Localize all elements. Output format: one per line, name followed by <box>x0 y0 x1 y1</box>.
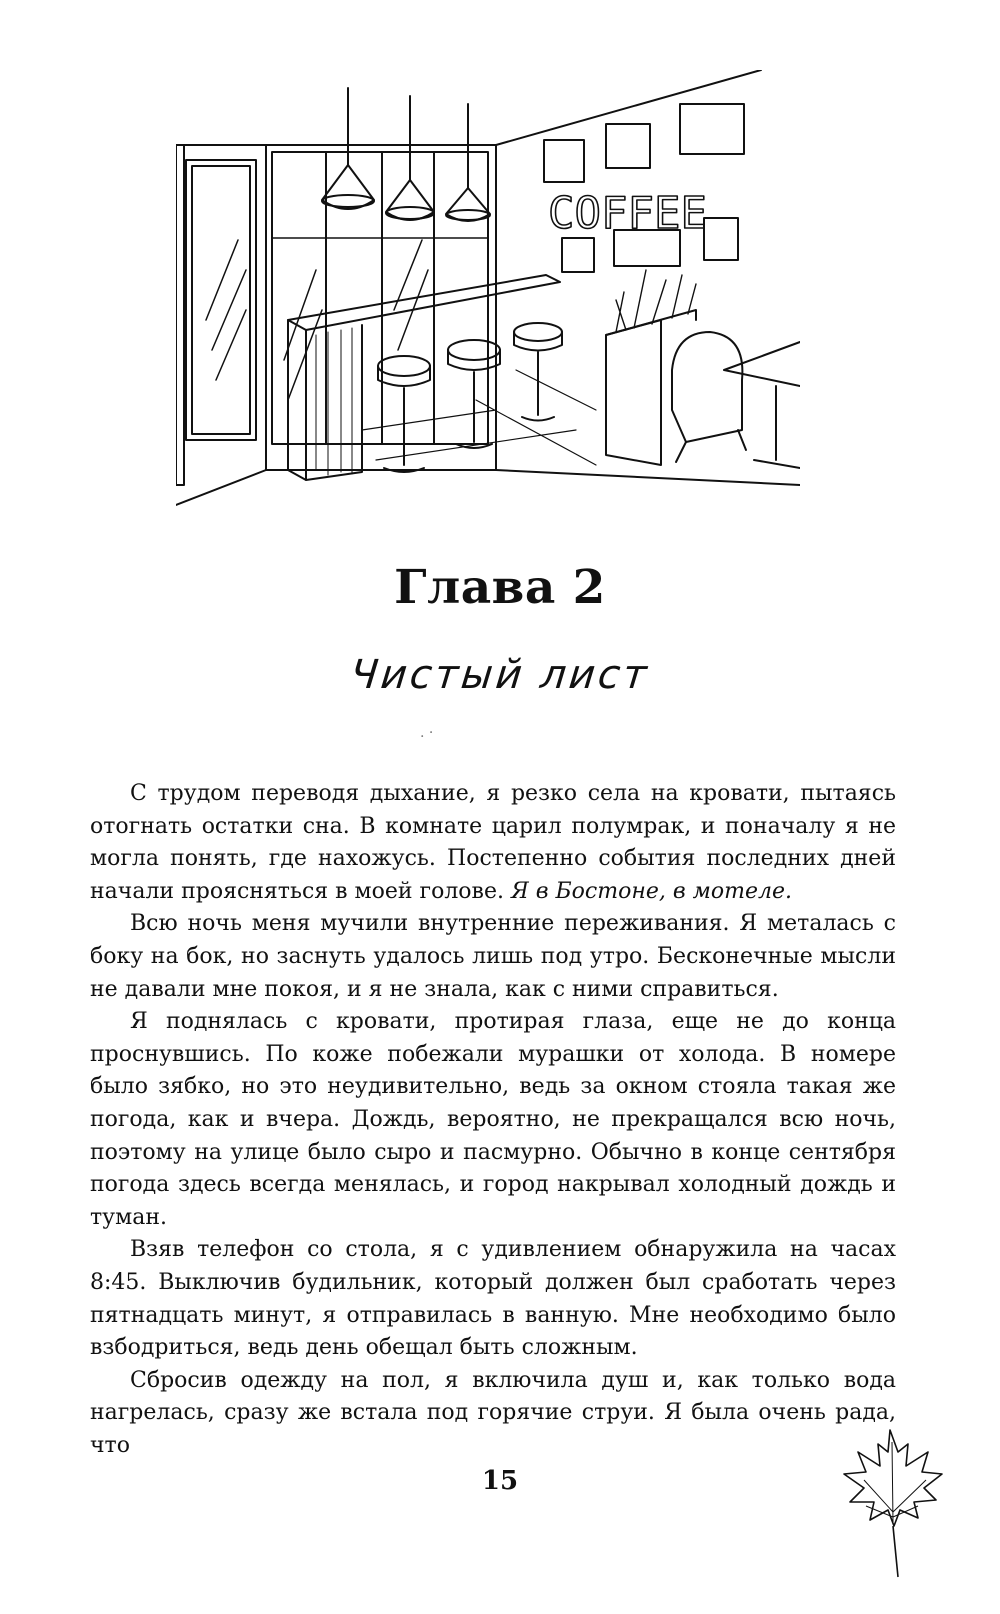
paragraph: Всю ночь меня мучили внутренние переживания. Я металась с боку на бок, но заснуть удалось лишь под утро. Бесконечные мысли не давали мне покоя, и я не знала, как с ними справиться. <box>90 911 896 1002</box>
coffee-shop-illustration <box>176 70 800 522</box>
coffee-sign-text: COFFEE <box>548 188 707 239</box>
decorative-dots: . · <box>420 725 434 741</box>
paragraph: Взяв телефон со стола, я с удивлением обнаружила на часах 8:45. Выключив будильник, который должен был сработать через пятнадцать минут, я отправилась в ванную. Мне необходимо было взбодриться, ведь день обещал быть сложным. <box>90 1237 896 1361</box>
page-number: 15 <box>481 1466 519 1496</box>
maple-leaf-icon <box>838 1422 948 1582</box>
paragraph: Сбросив одежду на пол, я включила душ и, как только вода нагрелась, сразу же встала под горячие струи. Я была очень рада, что <box>90 1367 896 1458</box>
chapter-subtitle: Чистый лист <box>348 652 652 698</box>
paragraph: Я поднялась с кровати, протирая глаза, еще не до конца проснувшись. По коже побежали мурашки от холода. В номере было зябко, но это неудивительно, ведь за окном стояла такая же погода, как и вчера. Дождь, вероятно, не прекращался всю ночь, поэтому на улице было сыро и пасмурно. Обычно в конце сентября погода здесь всегда менялась, и город накрывал холодный дождь и туман. <box>90 1009 896 1230</box>
paragraph <box>90 778 896 908</box>
italic-thought: Я в Бостоне, в мотеле. <box>510 878 793 904</box>
chapter-body <box>90 778 896 1462</box>
paragraph-text: С трудом переводя дыхание, я резко села на кровати, пытаясь отогнать остатки сна. В комнате царил полумрак, и поначалу я не могла понять, где нахожусь. Постепенно события последних дней начали проясняться в моей голове. <box>90 781 896 904</box>
chapter-title: Глава 2 <box>394 560 606 615</box>
